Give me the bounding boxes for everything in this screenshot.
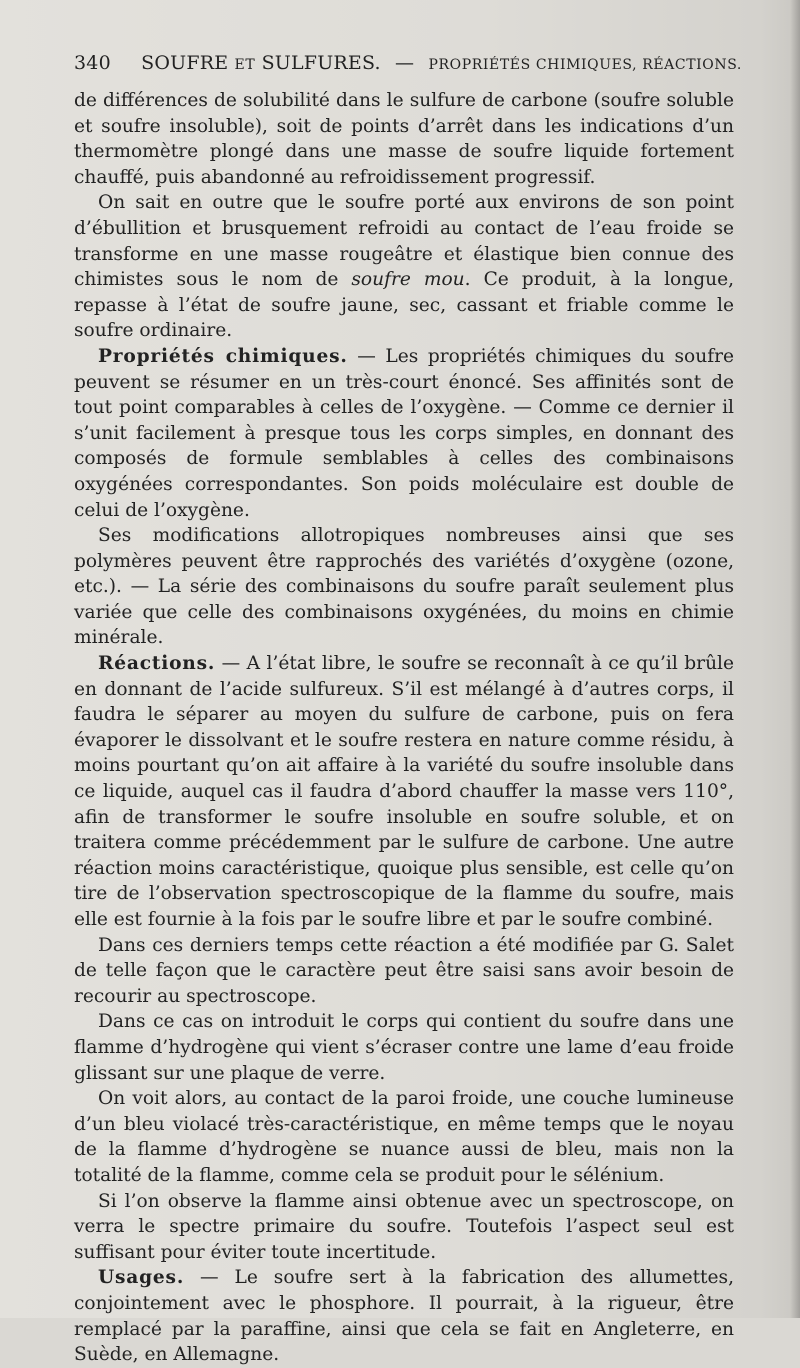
header-section-title: PROPRIÉTÉS CHIMIQUES, RÉACTIONS. <box>428 57 742 73</box>
header-title-main: SOUFRE <box>141 52 229 74</box>
paragraph-2-start: On sait en outre que le soufre porté aux environs de son point d’ébullition et brusquement refroidi au contact de l’eau froide se transforme en une masse rougeâtre et élastique bien connue des chimistes sous le nom de <box>74 192 734 291</box>
paragraph-reactions-text: — A l’état libre, le soufre se reconnaît à ce qu’il brûle en donnant de l’acide sulfureux. S’il est mélangé à d’autres corps, il faudra le séparer au moyen du sulfure de carbone, puis on fera évaporer le dissolvant et le soufre restera en nature comme résidu, à moins pourtant qu’on ait affaire à la variété du soufre insoluble dans ce liquide, auquel cas il faudra d’abord chauffer la masse vers 110°, afin de transformer le soufre insoluble en soufre soluble, et on traitera comme précédemment par le sulfure de carbone. Une autre réaction moins caractéristique, quoique plus sensible, est celle qu’on tire de l’observation spectroscopique de la flamme du soufre, mais elle est fournie à la fois par le soufre libre et par le soufre combiné. <box>74 653 734 930</box>
paragraph-6: Dans ces derniers temps cette réaction a été modifiée par G. Salet de telle façon que le caractère peut être saisi sans avoir besoin de recourir au spectroscope. <box>74 934 734 1007</box>
paragraph-2-end: . Ce produit, à la longue, repasse à l’état de soufre jaune, sec, cassant et friable comme le soufre ordinaire. <box>74 269 735 342</box>
term-soufre-mou: soufre mou <box>351 269 465 291</box>
header-title-et: ET <box>234 57 256 73</box>
paragraph-reactions <box>74 651 734 933</box>
paragraph-proprietes <box>74 344 734 523</box>
paragraph-usages <box>74 1265 734 1367</box>
paragraph-2 <box>74 190 734 344</box>
heading-proprietes-chimiques: Propriétés chimiques. <box>98 345 348 367</box>
paragraph-8: On voit alors, au contact de la paroi froide, une couche lumineuse d’un bleu violacé très-caractéristique, en même temps que le noyau de la flamme d’hydrogène se nuance aussi de bleu, mais non la totalité de la flamme, comme cela se produit pour le sélénium. <box>74 1088 734 1186</box>
header-title-second: SULFURES. <box>261 52 381 74</box>
paragraph-9: Si l’on observe la flamme ainsi obtenue avec un spectroscope, on verra le spectre primaire du soufre. Toutefois l’aspect seul est suffisant pour éviter toute incertitude. <box>74 1190 734 1263</box>
heading-reactions: Réactions. <box>98 653 216 675</box>
body-text <box>74 88 734 1368</box>
heading-usages: Usages. <box>98 1267 185 1289</box>
page-number: 340 <box>74 52 111 74</box>
page-edge-shadow <box>790 0 800 1318</box>
paragraph-proprietes-text: — Les propriétés chimiques du soufre peuvent se résumer en un très-court énoncé. Ses affinités sont de tout point comparables à celles de l’oxygène. — Comme ce dernier il s’unit facilement à presque tous les corps simples, en donnant des composés de formule semblables à celles des combinaisons oxygénées correspondantes. Son poids moléculaire est double de celui de l’oxygène. <box>74 345 734 521</box>
paragraph-7: Dans ce cas on introduit le corps qui contient du soufre dans une flamme d’hydrogène qui vient s’écraser contre une lame d’eau froide glissant sur une plaque de verre. <box>74 1011 734 1084</box>
header-dash: — <box>395 52 415 74</box>
running-header <box>74 52 742 74</box>
paragraph-4: Ses modifications allotropiques nombreuses ainsi que ses polymères peuvent être rapprochés des variétés d’oxygène (ozone, etc.). — La série des combinaisons du soufre paraît seulement plus variée que celle des combinaisons oxygénées, du moins en chimie minérale. <box>74 525 734 649</box>
paragraph-1: de différences de solubilité dans le sulfure de carbone (soufre soluble et soufre insoluble), soit de points d’arrêt dans les indications d’un thermomètre plongé dans une masse de soufre liquide fortement chauffé, puis abandonné au refroidissement progressif. <box>74 90 734 188</box>
paragraph-usages-text: — Le soufre sert à la fabrication des allumettes, conjointement avec le phosphore. Il pourrait, à la rigueur, être remplacé par la paraffine, ainsi que cela se fait en Angleterre, en Suède, en Allemagne. <box>74 1267 734 1366</box>
